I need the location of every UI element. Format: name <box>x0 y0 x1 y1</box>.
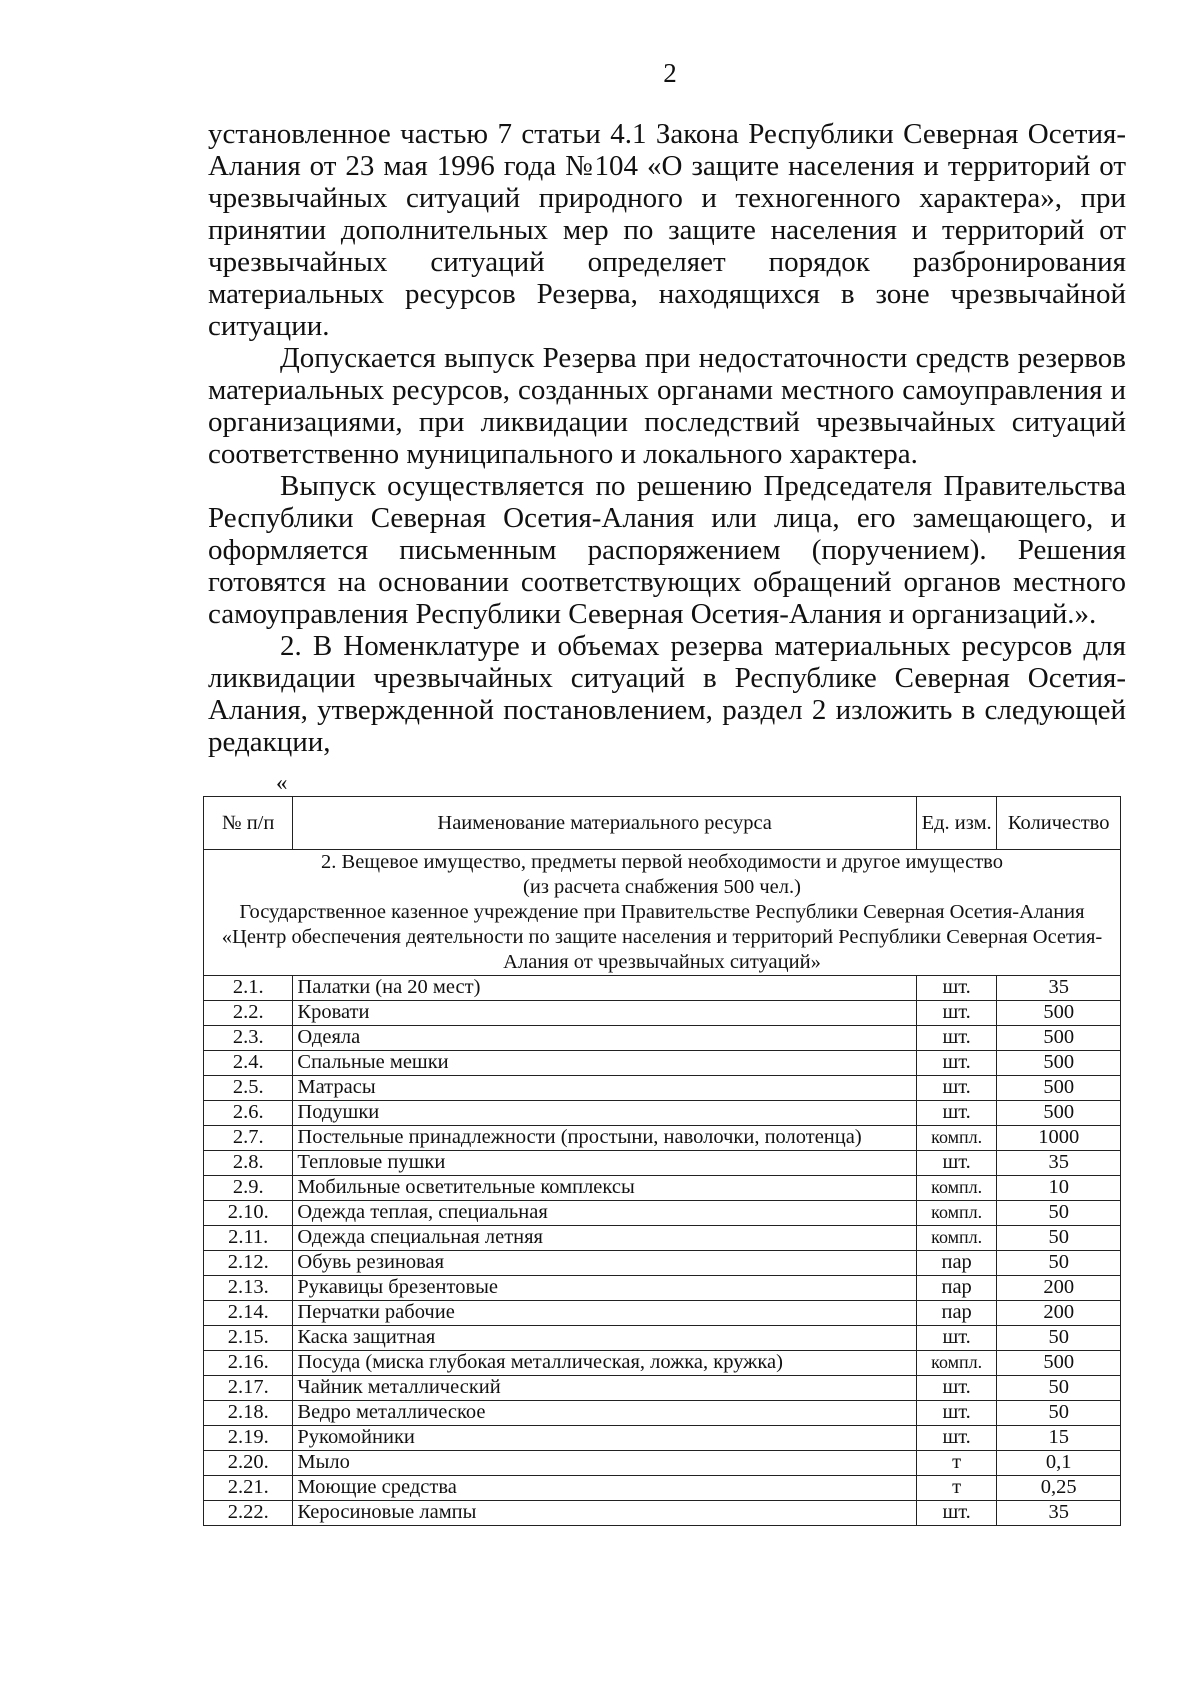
header-number: № п/п <box>204 797 293 850</box>
row-name: Одежда теплая, специальная <box>293 1201 917 1226</box>
row-name: Перчатки рабочие <box>293 1301 917 1326</box>
row-number: 2.2. <box>204 1001 293 1026</box>
row-unit: шт. <box>916 1051 996 1076</box>
row-quantity: 500 <box>997 1076 1121 1101</box>
row-quantity: 35 <box>997 1151 1121 1176</box>
row-quantity: 500 <box>997 1001 1121 1026</box>
table-row <box>204 1401 1121 1426</box>
row-name: Спальные мешки <box>293 1051 917 1076</box>
row-name: Рукавицы брезентовые <box>293 1276 917 1301</box>
row-name: Палатки (на 20 мест) <box>293 976 917 1001</box>
row-number: 2.7. <box>204 1126 293 1151</box>
row-name: Моющие средства <box>293 1476 917 1501</box>
row-quantity: 200 <box>997 1301 1121 1326</box>
row-quantity: 35 <box>997 976 1121 1001</box>
row-number: 2.1. <box>204 976 293 1001</box>
table-row <box>204 976 1121 1001</box>
row-unit: пар <box>916 1276 996 1301</box>
row-number: 2.14. <box>204 1301 293 1326</box>
row-name: Матрасы <box>293 1076 917 1101</box>
section-basis: (из расчета снабжения 500 чел.) <box>523 876 801 898</box>
section-institution: Государственное казенное учреждение при Правительстве Республики Северная Осетия-Алания «Центр обеспечения деятельности по защите населения и территорий Республики Северная Осетия-Алания от чрезвычайных ситуаций» <box>221 901 1103 973</box>
row-quantity: 35 <box>997 1501 1121 1526</box>
row-unit: шт. <box>916 1376 996 1401</box>
row-unit: компл. <box>916 1226 996 1251</box>
table-row <box>204 1476 1121 1501</box>
paragraph-continuation: установленное частью 7 статьи 4.1 Закона Республики Северная Осетия-Алания от 23 мая 1996 года №104 «О защите населения и территорий от чрезвычайных ситуаций природного и техногенного характера», при принятии дополнительных мер по защите населения и территорий от чрезвычайных ситуаций определяет порядок разбронирования материальных ресурсов Резерва, находящихся в зоне чрезвычайной ситуации. <box>208 118 1126 342</box>
row-number: 2.3. <box>204 1026 293 1051</box>
row-unit: пар <box>916 1301 996 1326</box>
row-name: Мыло <box>293 1451 917 1476</box>
row-unit: компл. <box>916 1176 996 1201</box>
opening-quote: « <box>276 770 288 795</box>
row-number: 2.18. <box>204 1401 293 1426</box>
row-name: Одежда специальная летняя <box>293 1226 917 1251</box>
row-unit: шт. <box>916 1501 996 1526</box>
table-row <box>204 1201 1121 1226</box>
section-row <box>204 850 1121 976</box>
row-quantity: 50 <box>997 1326 1121 1351</box>
table-row <box>204 1301 1121 1326</box>
table-row <box>204 1326 1121 1351</box>
table-row <box>204 1376 1121 1401</box>
row-quantity: 0,1 <box>997 1451 1121 1476</box>
row-unit: шт. <box>916 1001 996 1026</box>
row-name: Тепловые пушки <box>293 1151 917 1176</box>
row-unit: шт. <box>916 1026 996 1051</box>
row-quantity: 500 <box>997 1051 1121 1076</box>
row-quantity: 50 <box>997 1376 1121 1401</box>
row-number: 2.6. <box>204 1101 293 1126</box>
table-row <box>204 1151 1121 1176</box>
row-name: Керосиновые лампы <box>293 1501 917 1526</box>
paragraph-amendment: 2. В Номенклатуре и объемах резерва материальных ресурсов для ликвидации чрезвычайных ситуаций в Республике Северная Осетия-Алания, утвержденной постановлением, раздел 2 изложить в следующей редакции, <box>208 630 1126 758</box>
table-row <box>204 1251 1121 1276</box>
table-row <box>204 1051 1121 1076</box>
row-number: 2.16. <box>204 1351 293 1376</box>
row-number: 2.17. <box>204 1376 293 1401</box>
row-name: Мобильные осветительные комплексы <box>293 1176 917 1201</box>
row-unit: шт. <box>916 1076 996 1101</box>
row-name: Рукомойники <box>293 1426 917 1451</box>
row-quantity: 1000 <box>997 1126 1121 1151</box>
paragraph-release-decision: Выпуск осуществляется по решению Председателя Правительства Республики Северная Осетия-Алания или лица, его замещающего, и оформляется письменным распоряжением (поручением). Решения готовятся на основании соответствующих обращений органов местного самоуправления Республики Северная Осетия-Алания и организаций.». <box>208 470 1126 630</box>
table-row <box>204 1426 1121 1451</box>
table-row <box>204 1451 1121 1476</box>
row-quantity: 50 <box>997 1251 1121 1276</box>
section-cell <box>204 850 1121 976</box>
row-unit: т <box>916 1476 996 1501</box>
row-quantity: 50 <box>997 1201 1121 1226</box>
section-title: 2. Вещевое имущество, предметы первой необходимости и другое имущество <box>321 851 1003 873</box>
row-unit: т <box>916 1451 996 1476</box>
row-name: Кровати <box>293 1001 917 1026</box>
resources-table <box>203 796 1121 1526</box>
table-row <box>204 1351 1121 1376</box>
table-row <box>204 1226 1121 1251</box>
header-name: Наименование материального ресурса <box>293 797 917 850</box>
row-quantity: 500 <box>997 1101 1121 1126</box>
row-number: 2.10. <box>204 1201 293 1226</box>
table-row <box>204 1276 1121 1301</box>
row-number: 2.12. <box>204 1251 293 1276</box>
document-body <box>208 118 1126 758</box>
row-name: Каска защитная <box>293 1326 917 1351</box>
row-number: 2.11. <box>204 1226 293 1251</box>
row-unit: шт. <box>916 1151 996 1176</box>
row-unit: компл. <box>916 1351 996 1376</box>
row-unit: шт. <box>916 1101 996 1126</box>
table-row <box>204 1001 1121 1026</box>
table-row <box>204 1076 1121 1101</box>
header-quantity: Количество <box>997 797 1121 850</box>
table-header-row <box>204 797 1121 850</box>
row-quantity: 10 <box>997 1176 1121 1201</box>
row-name: Постельные принадлежности (простыни, наволочки, полотенца) <box>293 1126 917 1151</box>
row-unit: пар <box>916 1251 996 1276</box>
row-quantity: 50 <box>997 1226 1121 1251</box>
row-number: 2.9. <box>204 1176 293 1201</box>
row-number: 2.4. <box>204 1051 293 1076</box>
row-quantity: 0,25 <box>997 1476 1121 1501</box>
page-number: 2 <box>663 58 677 88</box>
row-name: Одеяла <box>293 1026 917 1051</box>
row-quantity: 50 <box>997 1401 1121 1426</box>
table-row <box>204 1501 1121 1526</box>
row-quantity: 500 <box>997 1026 1121 1051</box>
header-unit: Ед. изм. <box>916 797 996 850</box>
row-quantity: 500 <box>997 1351 1121 1376</box>
row-unit: компл. <box>916 1126 996 1151</box>
table-row <box>204 1126 1121 1151</box>
table-row <box>204 1026 1121 1051</box>
row-number: 2.15. <box>204 1326 293 1351</box>
row-number: 2.13. <box>204 1276 293 1301</box>
row-number: 2.20. <box>204 1451 293 1476</box>
row-number: 2.22. <box>204 1501 293 1526</box>
row-name: Обувь резиновая <box>293 1251 917 1276</box>
row-number: 2.21. <box>204 1476 293 1501</box>
row-quantity: 200 <box>997 1276 1121 1301</box>
row-name: Ведро металлическое <box>293 1401 917 1426</box>
row-number: 2.8. <box>204 1151 293 1176</box>
row-unit: шт. <box>916 1326 996 1351</box>
row-number: 2.5. <box>204 1076 293 1101</box>
row-unit: шт. <box>916 976 996 1001</box>
row-name: Чайник металлический <box>293 1376 917 1401</box>
table-row <box>204 1101 1121 1126</box>
paragraph-reserve-release: Допускается выпуск Резерва при недостаточности средств резервов материальных ресурсов, созданных органами местного самоуправления и организациями, при ликвидации последствий чрезвычайных ситуаций соответственно муниципального и локального характера. <box>208 342 1126 470</box>
row-unit: компл. <box>916 1201 996 1226</box>
row-name: Подушки <box>293 1101 917 1126</box>
row-number: 2.19. <box>204 1426 293 1451</box>
row-quantity: 15 <box>997 1426 1121 1451</box>
table-row <box>204 1176 1121 1201</box>
row-unit: шт. <box>916 1426 996 1451</box>
row-name: Посуда (миска глубокая металлическая, ложка, кружка) <box>293 1351 917 1376</box>
row-unit: шт. <box>916 1401 996 1426</box>
